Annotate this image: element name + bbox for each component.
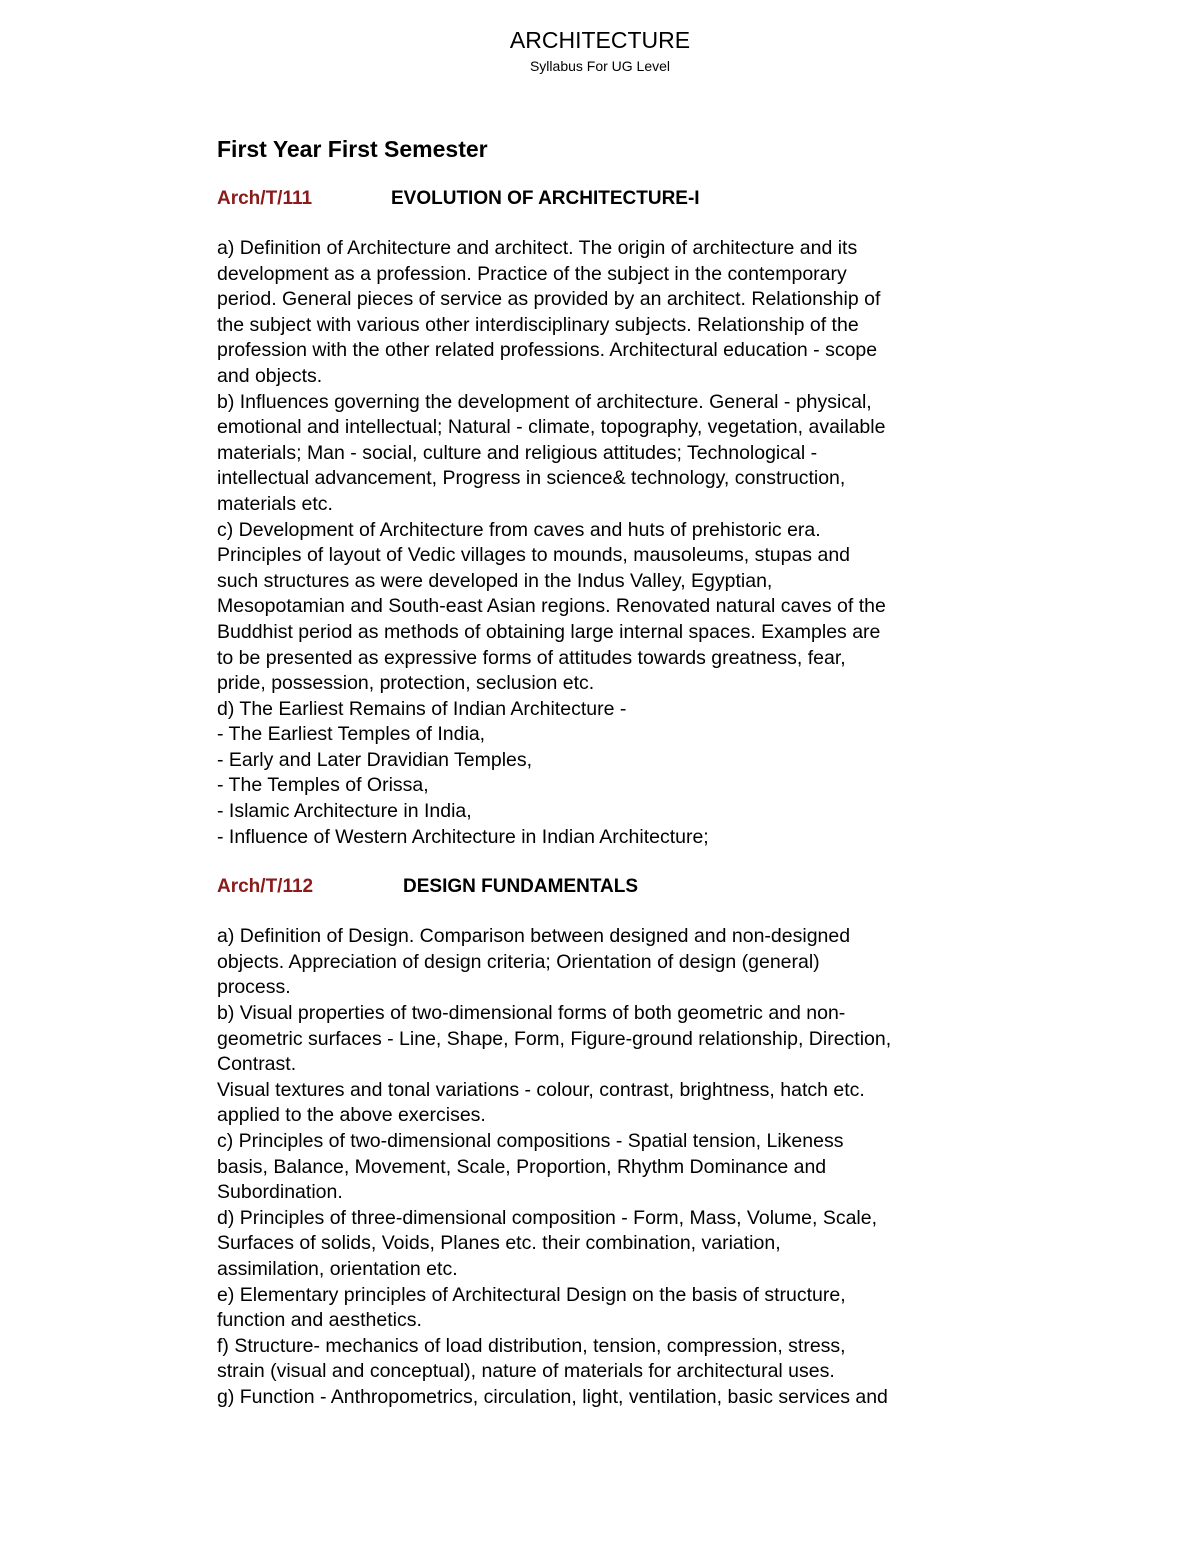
course-line: objects. Appreciation of design criteria; Orientation of design (general): [217, 950, 820, 973]
course-line: Surfaces of solids, Voids, Planes etc. their combination, variation,: [217, 1232, 781, 1255]
course-line: - The Temples of Orissa,: [217, 774, 429, 797]
course-line: intellectual advancement, Progress in science& technology, construction,: [217, 467, 846, 490]
course-body: [217, 236, 997, 850]
syllabus-content: [217, 134, 997, 1411]
course-line: Principles of layout of Vedic villages to mounds, mausoleums, stupas and: [217, 544, 851, 567]
course-line: - Early and Later Dravidian Temples,: [217, 748, 533, 771]
course-title: EVOLUTION OF ARCHITECTURE-I: [391, 188, 700, 209]
semester-heading: First Year First Semester: [217, 136, 488, 162]
course-line: emotional and intellectual; Natural - climate, topography, vegetation, available: [217, 416, 886, 439]
course-line: materials etc.: [217, 492, 333, 515]
course-line: - The Earliest Temples of India,: [217, 723, 486, 746]
course-line: assimilation, orientation etc.: [217, 1257, 458, 1280]
document-title: ARCHITECTURE: [509, 27, 691, 53]
course-line: - Islamic Architecture in India,: [217, 800, 472, 823]
course-line: d) The Earliest Remains of Indian Architecture -: [217, 697, 627, 720]
course-line: function and aesthetics.: [217, 1309, 422, 1332]
course-heading: [217, 186, 997, 212]
course-line: c) Development of Architecture from caves and huts of prehistoric era.: [217, 518, 821, 541]
course-line: g) Function - Anthropometrics, circulation, light, ventilation, basic services and: [217, 1385, 888, 1408]
page-header: [0, 26, 1200, 75]
course-line: applied to the above exercises.: [217, 1104, 486, 1127]
course-line: to be presented as expressive forms of attitudes towards greatness, fear,: [217, 646, 846, 669]
course-line: profession with the other related professions. Architectural education - scope: [217, 339, 878, 362]
course-line: a) Definition of Design. Comparison between designed and non-designed: [217, 925, 851, 948]
course-line: materials; Man - social, culture and religious attitudes; Technological -: [217, 441, 818, 464]
course-line: Mesopotamian and South-east Asian regions. Renovated natural caves of the: [217, 595, 886, 618]
course-line: basis, Balance, Movement, Scale, Proportion, Rhythm Dominance and: [217, 1155, 827, 1178]
course-line: and objects.: [217, 364, 323, 387]
document-subtitle: Syllabus For UG Level: [529, 58, 671, 74]
course-heading: [217, 874, 997, 900]
course-line: Contrast.: [217, 1053, 297, 1076]
course-section-112: [217, 874, 997, 1410]
course-line: Buddhist period as methods of obtaining large internal spaces. Examples are: [217, 620, 881, 643]
course-title: DESIGN FUNDAMENTALS: [403, 876, 639, 898]
course-line: - Influence of Western Architecture in Indian Architecture;: [217, 825, 709, 848]
course-section-111: [217, 186, 997, 850]
course-line: strain (visual and conceptual), nature of materials for architectural uses.: [217, 1360, 835, 1383]
course-line: period. General pieces of service as provided by an architect. Relationship of: [217, 288, 881, 311]
course-line: development as a profession. Practice of the subject in the contemporary: [217, 262, 847, 285]
course-line: the subject with various other interdisciplinary subjects. Relationship of the: [217, 313, 859, 336]
course-line: Subordination.: [217, 1181, 343, 1204]
course-line: d) Principles of three-dimensional composition - Form, Mass, Volume, Scale,: [217, 1206, 878, 1229]
course-line: a) Definition of Architecture and architect. The origin of architecture and its: [217, 237, 858, 259]
course-code: Arch/T/112: [217, 876, 314, 898]
course-line: such structures as were developed in the Indus Valley, Egyptian,: [217, 569, 773, 592]
course-body: [217, 924, 997, 1410]
course-line: c) Principles of two-dimensional compositions - Spatial tension, Likeness: [217, 1130, 844, 1152]
course-line: b) Influences governing the development of architecture. General - physical,: [217, 390, 872, 413]
course-line: b) Visual properties of two-dimensional forms of both geometric and non-: [217, 1002, 846, 1025]
course-line: pride, possession, protection, seclusion etc.: [217, 672, 595, 695]
section-spacer: [217, 850, 997, 874]
course-line: Visual textures and tonal variations - colour, contrast, brightness, hatch etc.: [217, 1078, 865, 1101]
course-line: f) Structure- mechanics of load distribution, tension, compression, stress,: [217, 1334, 846, 1357]
course-line: geometric surfaces - Line, Shape, Form, Figure-ground relationship, Direction,: [217, 1027, 892, 1050]
course-line: e) Elementary principles of Architectural Design on the basis of structure,: [217, 1283, 846, 1306]
course-line: process.: [217, 976, 291, 999]
course-code: Arch/T/111: [217, 188, 313, 209]
